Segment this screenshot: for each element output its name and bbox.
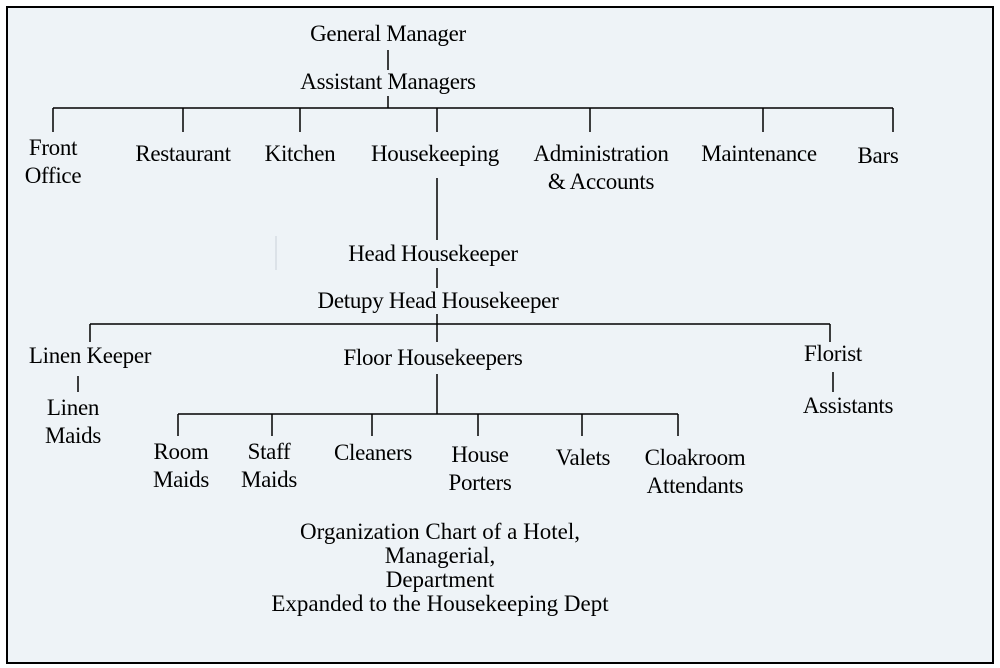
chart-caption: Organization Chart of a Hotel, Managerial, Department Expanded to the Housekeeping Dept <box>271 519 609 616</box>
node-deputy-head-housekeeper: Detupy Head Housekeeper <box>317 288 559 313</box>
node-linen-maids: Linen Maids <box>44 395 101 448</box>
node-head-housekeeper: Head Housekeeper <box>348 241 518 266</box>
node-cleaners: Cleaners <box>333 440 413 465</box>
node-administration-accounts: Administration & Accounts <box>533 141 669 194</box>
node-valets: Valets <box>555 445 611 470</box>
node-staff-maids: Staff Maids <box>240 439 297 492</box>
node-room-maids: Room Maids <box>152 439 209 492</box>
node-linen-keeper: Linen Keeper <box>28 343 152 368</box>
node-floor-housekeepers: Floor Housekeepers <box>343 345 523 370</box>
node-florist: Florist <box>804 341 862 366</box>
node-assistants: Assistants <box>802 393 894 418</box>
node-assistant-managers: Assistant Managers <box>300 69 476 94</box>
node-cloakroom-attendants: Cloakroom Attendants <box>644 445 746 498</box>
node-general-manager: General Manager <box>310 21 466 46</box>
node-house-porters: House Porters <box>448 442 512 495</box>
node-housekeeping: Housekeeping <box>371 141 499 166</box>
node-kitchen: Kitchen <box>264 141 336 166</box>
node-restaurant: Restaurant <box>135 141 231 166</box>
node-front-office: Front Office <box>24 135 82 188</box>
node-maintenance: Maintenance <box>701 141 817 166</box>
node-bars: Bars <box>857 143 899 168</box>
